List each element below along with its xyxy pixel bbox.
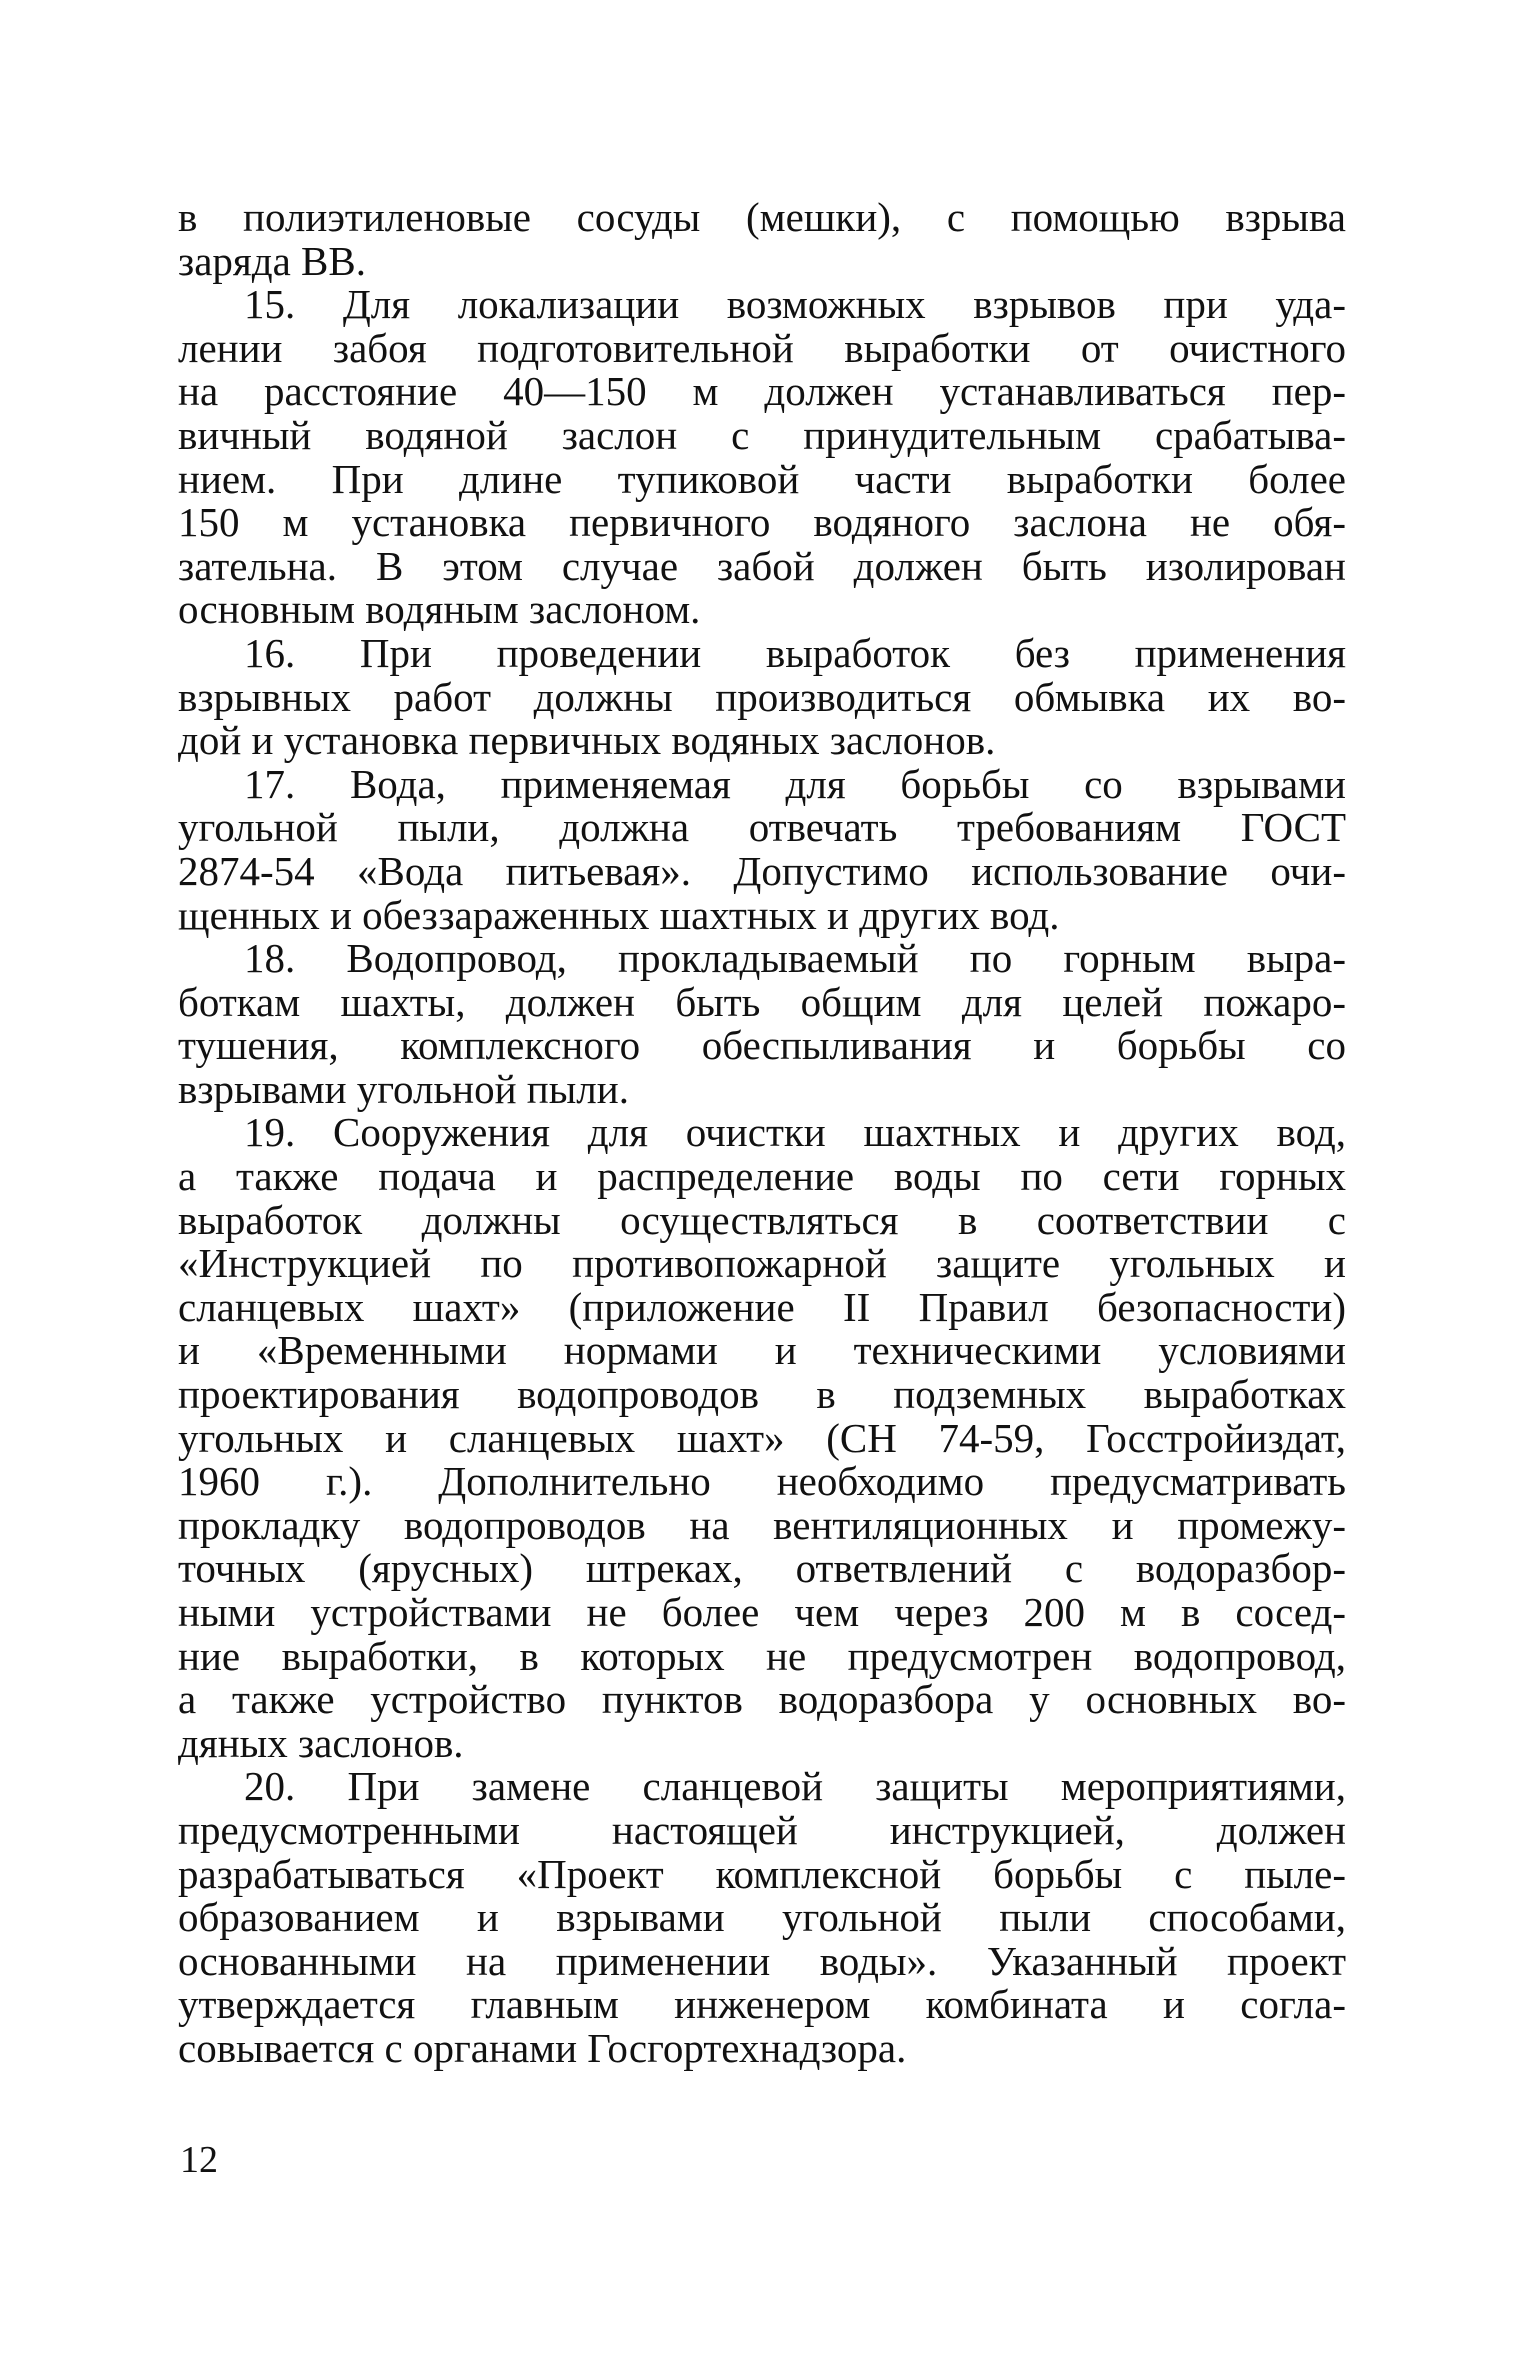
text-line: «Инструкцией по противопожарной защите угольных и	[178, 1240, 1346, 1287]
text-line: 1960 г.). Дополнительно необходимо предусматривать	[178, 1458, 1346, 1505]
text-line: проектирования водопроводов в подземных выработках	[178, 1371, 1346, 1418]
text-line: образованием и взрывами угольной пыли способами,	[178, 1894, 1346, 1941]
text-line: нием. При длине тупиковой части выработки более	[178, 455, 1346, 502]
text-line: 2874-54 «Вода питьевая». Допустимо использование очи-	[178, 847, 1346, 894]
text-line: зательна. В этом случае забой должен быть изолирован	[178, 542, 1346, 589]
text-line: и «Временными нормами и техническими условиями	[178, 1327, 1346, 1374]
text-line: 16. При проведении выработок без применения	[244, 629, 1346, 676]
text-line: взрывных работ должны производиться обмывка их во-	[178, 673, 1346, 720]
page-number: 12	[180, 2139, 218, 2181]
text-line: вичный водяной заслон с принудительным срабатыва-	[178, 411, 1346, 458]
text-line: 17. Вода, применяемая для борьбы со взрывами	[244, 760, 1346, 807]
text-line: выработок должны осуществляться в соответствии с	[178, 1196, 1346, 1243]
text-line: угольной пыли, должна отвечать требованиям ГОСТ	[178, 804, 1346, 851]
page-body	[178, 196, 1346, 2071]
text-line: основанными на применении воды». Указанный проект	[178, 1937, 1346, 1984]
text-line: утверждается главным инженером комбината и согла-	[178, 1981, 1346, 2028]
text-line: в полиэтиленовые сосуды (мешки), с помощью взрыва	[178, 194, 1346, 240]
text-line: 15. Для локализации возможных взрывов при уда-	[244, 281, 1346, 328]
text-line: взрывами угольной пыли.	[178, 1065, 629, 1112]
text-line: дой и установка первичных водяных заслонов.	[178, 717, 996, 764]
text-line: тушения, комплексного обеспыливания и борьбы со	[178, 1022, 1346, 1069]
text-line: 19. Сооружения для очистки шахтных и других вод,	[244, 1109, 1346, 1156]
text-line: разрабатываться «Проект комплексной борьбы с пыле-	[178, 1850, 1346, 1897]
text-line: ными устройствами не более чем через 200 м в сосед-	[178, 1589, 1346, 1635]
text-line: боткам шахты, должен быть общим для целей пожаро-	[178, 978, 1346, 1025]
text-line: на расстояние 40—150 м должен устанавливаться пер-	[178, 368, 1346, 415]
text-line: предусмотренными настоящей инструкцией, должен	[178, 1806, 1346, 1853]
text-line: 20. При замене сланцевой защиты мероприятиями,	[244, 1763, 1346, 1810]
text-line: щенных и обеззараженных шахтных и других вод.	[178, 891, 1060, 938]
text-line: точных (ярусных) штреках, ответвлений с водоразбор-	[178, 1545, 1346, 1592]
text-line: сланцевых шахт» (приложение II Правил безопасности)	[178, 1283, 1346, 1330]
text-line: основным водяным заслоном.	[178, 586, 701, 633]
text-line: а также устройство пунктов водоразбора у основных во-	[178, 1676, 1346, 1723]
text-line: а также подача и распределение воды по сети горных	[178, 1153, 1346, 1200]
text-line: заряда ВВ.	[178, 237, 367, 284]
text-line: 18. Водопровод, прокладываемый по горным выра-	[244, 935, 1346, 982]
text-line: лении забоя подготовительной выработки от очистного	[178, 324, 1346, 371]
text-line: прокладку водопроводов на вентиляционных и промежу-	[178, 1501, 1346, 1548]
text-line: угольных и сланцевых шахт» (СН 74-59, Госстройиздат,	[178, 1414, 1346, 1461]
text-line: ние выработки, в которых не предусмотрен водопровод,	[178, 1632, 1346, 1679]
text-line: совывается с органами Госгортехнадзора.	[178, 2024, 907, 2071]
text-line: 150 м установка первичного водяного заслона не обя-	[178, 499, 1346, 546]
text-line: дяных заслонов.	[178, 1719, 464, 1766]
